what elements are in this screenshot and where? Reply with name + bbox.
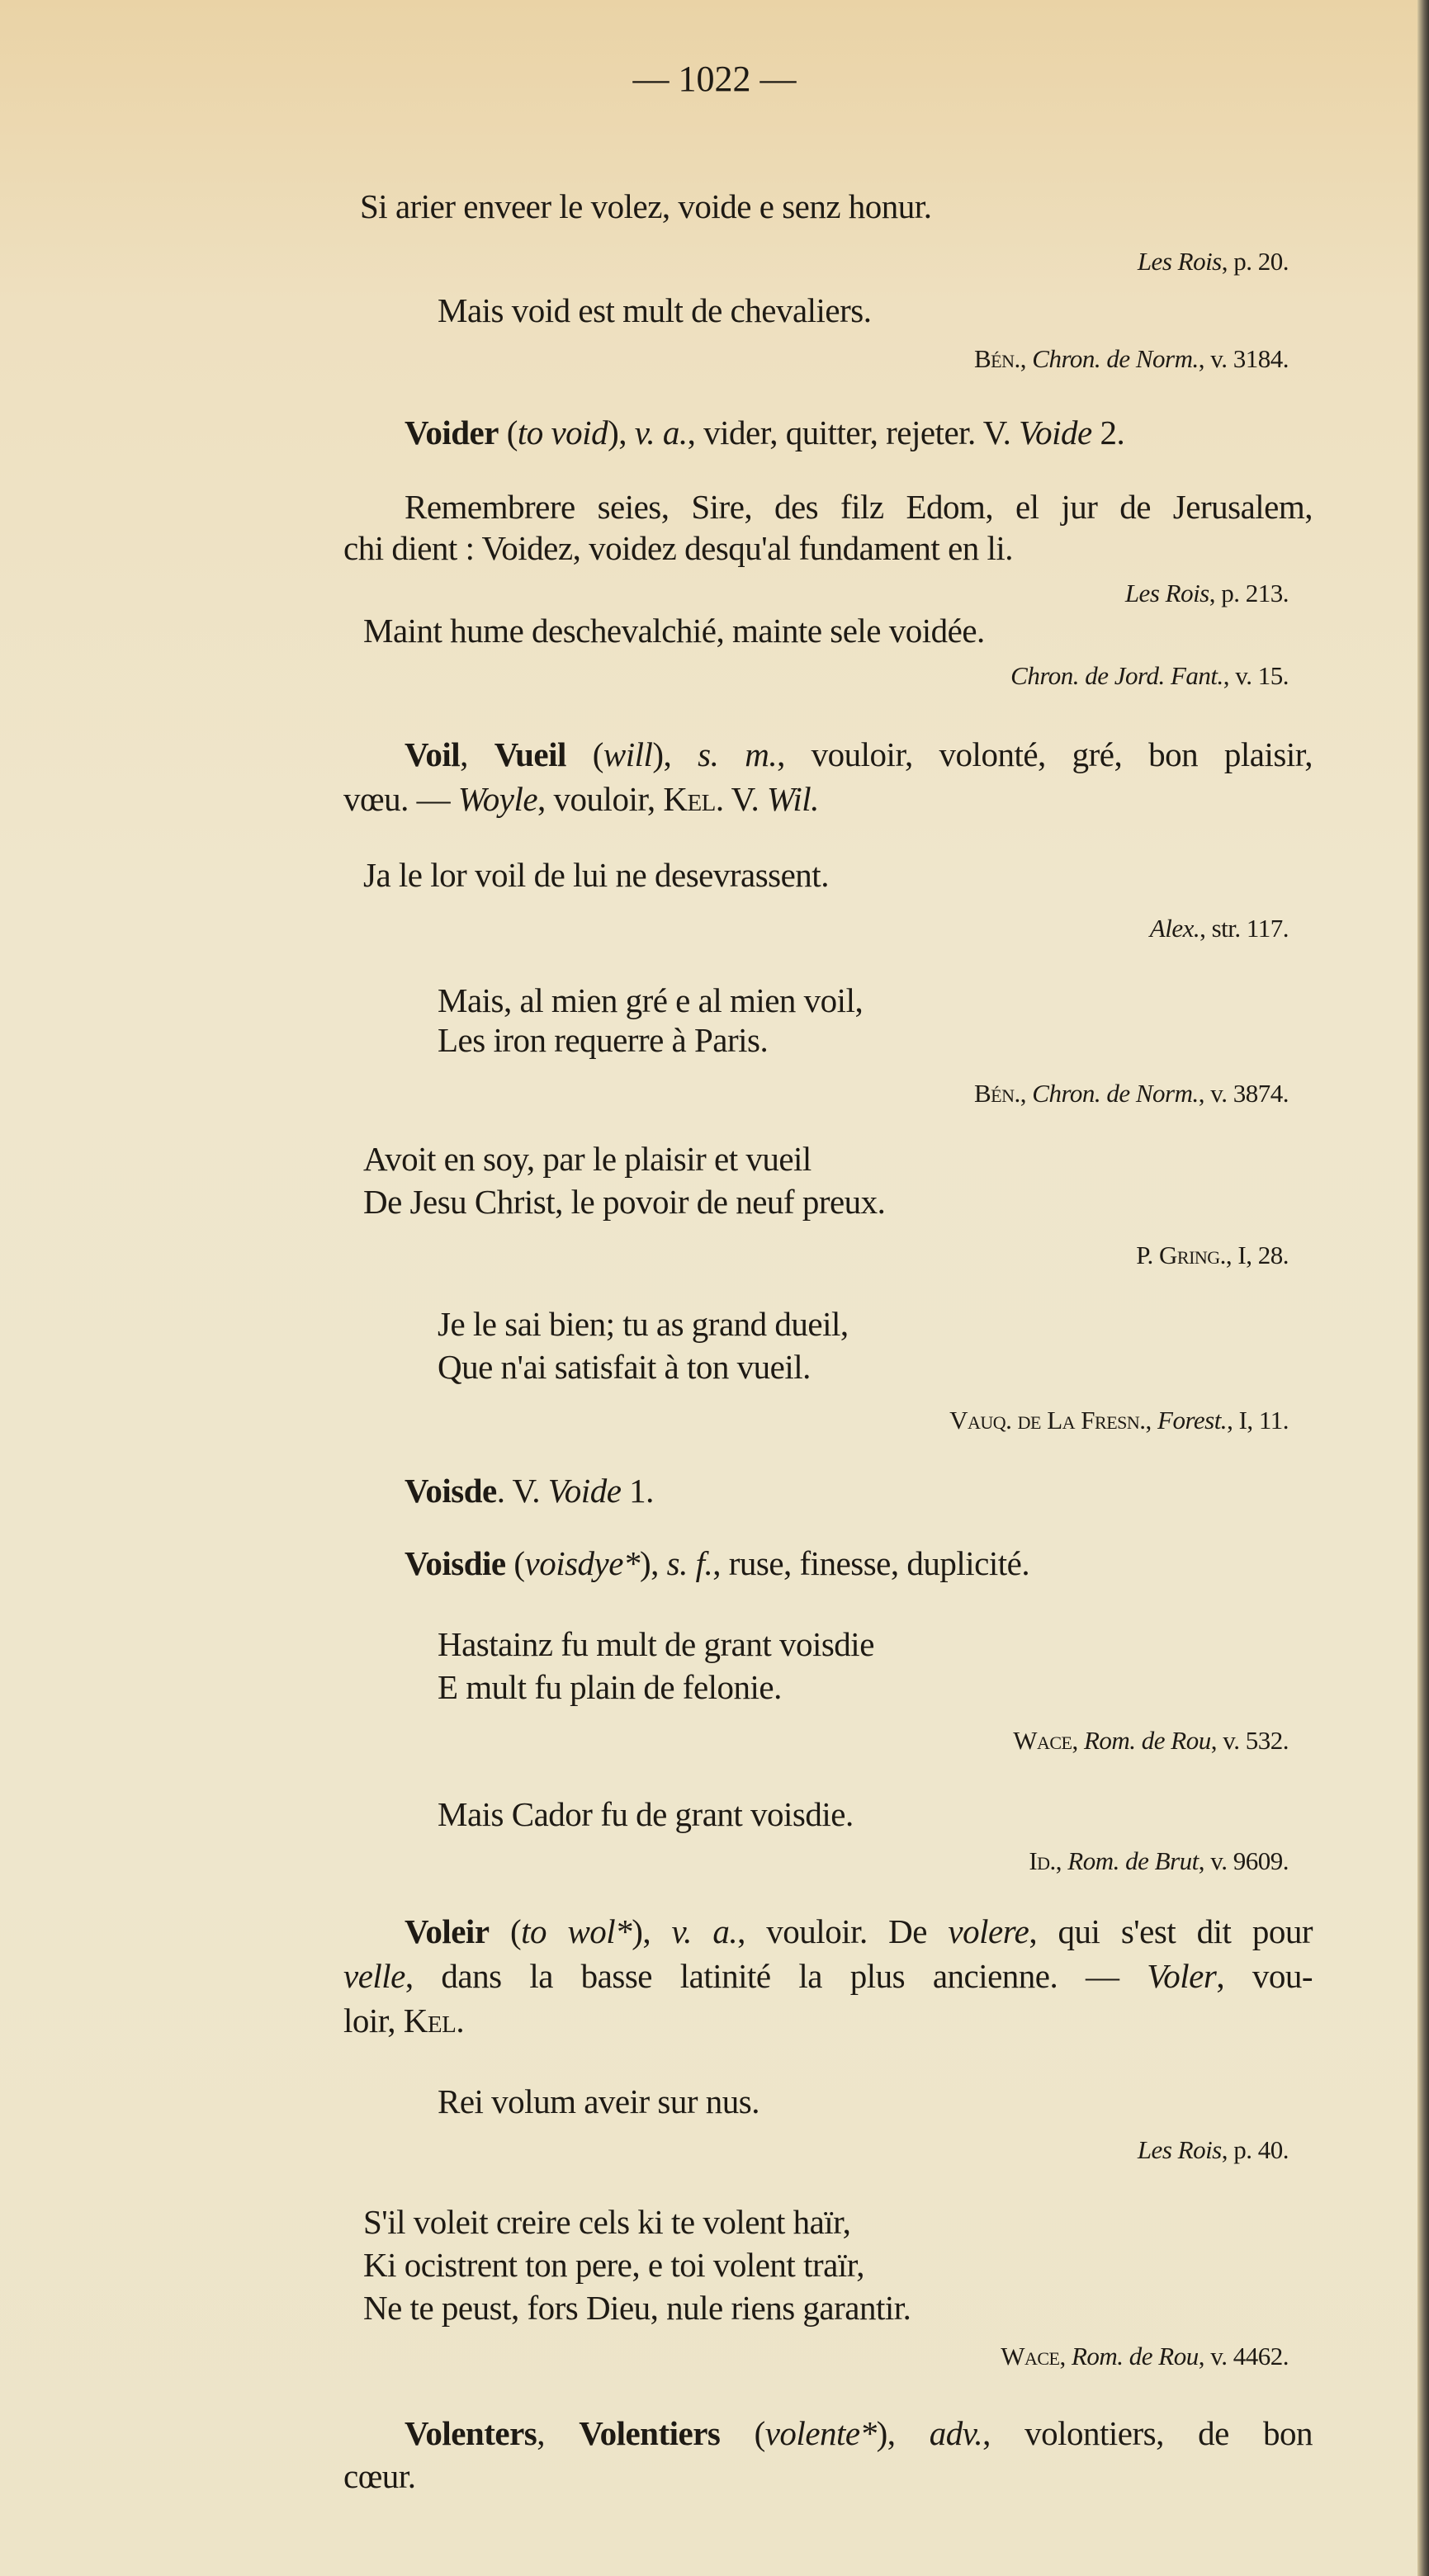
italic-text: voisdye* <box>524 1544 640 1582</box>
smallcaps-text: Wace <box>1001 2342 1060 2370</box>
italic-text: Voide <box>1019 414 1092 451</box>
italic-text: Les Rois <box>1137 2135 1222 2164</box>
text-segment: , qui s'est dit pour <box>1029 1912 1313 1950</box>
text-segment: , <box>1020 1079 1033 1108</box>
headword: Voisde <box>405 1472 497 1510</box>
smallcaps-text: Kel <box>663 780 716 818</box>
text-segment: Ne te peust, fors Dieu, nule riens garantir. <box>363 2289 911 2327</box>
entry-voisde <box>405 1470 654 1511</box>
text-segment: ( <box>505 1544 525 1582</box>
quote-line <box>438 980 863 1021</box>
page-edge <box>1417 0 1429 2576</box>
italic-text: Rom. de Rou <box>1083 1726 1211 1755</box>
entry-volenters <box>405 2413 1313 2454</box>
text-segment: . V. <box>715 780 767 818</box>
text-segment: , volontiers, de bon <box>982 2414 1313 2452</box>
quote-line <box>438 1794 854 1835</box>
text-segment: Mais Cador fu de grant voisdie. <box>438 1795 854 1833</box>
text-segment: , <box>1020 344 1033 373</box>
entry-voisdie <box>405 1543 1029 1584</box>
text-segment: Ki ocistrent ton pere, e toi volent traïr, <box>363 2246 864 2284</box>
text-segment: . V. <box>496 1472 548 1510</box>
text-segment: , vouloir, volonté, gré, bon plaisir, <box>777 735 1313 773</box>
entry-voil <box>405 734 1313 775</box>
quote-prose <box>405 486 1313 527</box>
quote-line <box>363 1181 885 1222</box>
quote-line <box>438 1666 782 1708</box>
italic-text: v. a. <box>671 1912 738 1950</box>
headword: Volenters <box>405 2414 537 2452</box>
entry-volenters-cont <box>343 2455 415 2497</box>
text-segment: , <box>537 2414 580 2452</box>
citation <box>1138 2129 1289 2171</box>
text-segment: ( <box>489 1912 522 1950</box>
text-segment: , I, 11. <box>1227 1406 1289 1435</box>
quote-line <box>438 1624 874 1665</box>
text-segment: De Jesu Christ, le povoir de neuf preux. <box>363 1183 886 1221</box>
text-segment: Les iron requerre à Paris. <box>438 1021 769 1059</box>
text-segment: , ruse, finesse, duplicité. <box>712 1544 1030 1582</box>
smallcaps-text: Bén. <box>974 344 1020 373</box>
text-segment: 2. <box>1091 414 1125 451</box>
text-segment: , I, 28. <box>1225 1241 1289 1269</box>
italic-text: to void <box>517 414 608 451</box>
text-segment: , p. 20. <box>1221 247 1289 276</box>
text-segment: , v. 4462. <box>1198 2342 1289 2370</box>
italic-text: velle <box>343 1957 405 1995</box>
quote-line <box>438 1019 768 1061</box>
italic-text: Wil. <box>766 780 819 818</box>
italic-text: volente* <box>764 2414 877 2452</box>
smallcaps-text: Vauq. de La Fresn. <box>949 1406 1146 1435</box>
text-segment: , <box>460 735 494 773</box>
citation <box>1013 1720 1289 1761</box>
text-segment: ( <box>720 2414 765 2452</box>
text-segment: , v. 3184. <box>1198 344 1289 373</box>
smallcaps-text: Bén. <box>974 1079 1020 1108</box>
smallcaps-text: Wace <box>1013 1726 1072 1755</box>
citation <box>1001 2336 1289 2377</box>
text-segment: Si arier enveer le volez, voide e senz honur. <box>360 187 932 225</box>
entry-voider <box>405 412 1124 453</box>
italic-text: will <box>603 735 653 773</box>
headword: Voider <box>405 414 499 451</box>
quote-line <box>363 2201 850 2243</box>
italic-text: Les Rois <box>1137 247 1222 276</box>
entry-voleir <box>405 1911 1313 1952</box>
italic-text: Alex. <box>1149 914 1200 943</box>
text-segment: , <box>1055 1846 1068 1875</box>
text-segment: Remembrere seies, Sire, des filz Edom, el jur de Jerusalem, <box>405 488 1313 526</box>
text-segment: S'il voleit creire cels ki te volent haïr, <box>363 2203 851 2241</box>
quote-line <box>438 1346 811 1387</box>
quote-line <box>363 854 829 896</box>
italic-text: Woyle <box>457 780 538 818</box>
text-segment: , dans la basse latinité la plus ancienne. — <box>405 1957 1147 1995</box>
text-segment: loir, <box>343 2002 404 2040</box>
italic-text: Voler <box>1147 1957 1217 1995</box>
citation <box>1029 1841 1289 1882</box>
italic-text: Forest. <box>1157 1406 1228 1435</box>
citation <box>1150 908 1289 949</box>
quote-line <box>363 610 985 651</box>
entry-voil-cont <box>343 778 819 820</box>
text-segment: cœur. <box>343 2457 416 2495</box>
quote-prose <box>343 527 1013 569</box>
text-segment: , p. 213. <box>1209 579 1289 607</box>
text-segment: , v. 532. <box>1210 1726 1289 1755</box>
citation <box>1138 241 1289 282</box>
text-segment: Maint hume deschevalchié, mainte sele voidée. <box>363 612 985 650</box>
italic-text: Chron. de Norm. <box>1032 344 1199 373</box>
smallcaps-text: P. Gring. <box>1136 1241 1226 1269</box>
italic-text: to wol* <box>521 1912 632 1950</box>
text-segment: , p. 40. <box>1221 2135 1289 2164</box>
citation <box>974 1073 1289 1114</box>
italic-text: adv. <box>929 2414 983 2452</box>
text-segment: Mais void est mult de chevaliers. <box>438 291 872 329</box>
headword: Volentiers <box>579 2414 721 2452</box>
text-segment: Que n'ai satisfait à ton vueil. <box>438 1348 811 1386</box>
italic-text: Voide <box>547 1472 622 1510</box>
text-segment: ( <box>565 735 603 773</box>
quote-line <box>438 2081 759 2122</box>
text-segment: , v. 9609. <box>1198 1846 1289 1875</box>
italic-text: Rom. de Brut <box>1067 1846 1199 1875</box>
text-segment: , vouloir, <box>537 780 664 818</box>
italic-text: s. f. <box>666 1544 713 1582</box>
headword: Vueil <box>494 735 566 773</box>
text-segment: ), <box>608 414 635 451</box>
text-segment: Je le sai bien; tu as grand dueil, <box>438 1305 849 1343</box>
text-segment: E mult fu plain de felonie. <box>438 1668 782 1706</box>
citation <box>974 338 1289 380</box>
italic-text: Rom. de Rou <box>1071 2342 1199 2370</box>
headword: Voleir <box>405 1912 490 1950</box>
smallcaps-text: Kel <box>403 2002 457 2040</box>
quote-line <box>363 2244 864 2285</box>
text-segment: , str. 117. <box>1200 914 1289 943</box>
smallcaps-text: Id. <box>1029 1846 1056 1875</box>
text-segment: ), <box>632 1912 672 1950</box>
text-segment: . <box>456 2002 465 2040</box>
text-segment: vœu. — <box>343 780 458 818</box>
text-segment: Hastainz fu mult de grant voisdie <box>438 1625 874 1663</box>
text-segment: ( <box>498 414 518 451</box>
text-segment: Mais, al mien gré e al mien voil, <box>438 981 864 1019</box>
italic-text: s. m. <box>698 735 778 773</box>
citation <box>1010 655 1289 697</box>
entry-voleir-cont <box>343 2000 464 2041</box>
text-segment: , vider, quitter, rejeter. V. <box>687 414 1020 451</box>
citation <box>1125 573 1289 614</box>
text-segment: , v. 3874. <box>1198 1079 1289 1108</box>
text-segment: , <box>1072 1726 1084 1755</box>
citation <box>1136 1235 1289 1276</box>
text-segment: , <box>1059 2342 1072 2370</box>
headword: Voisdie <box>405 1544 506 1582</box>
text-segment: Ja le lor voil de lui ne desevrassent. <box>363 856 829 894</box>
text-segment: ), <box>876 2414 930 2452</box>
text-segment: , vou- <box>1216 1957 1313 1995</box>
text-segment: , v. 15. <box>1223 661 1289 690</box>
italic-text: Chron. de Norm. <box>1032 1079 1199 1108</box>
headword: Voil <box>405 735 461 773</box>
quote-line <box>363 1138 812 1179</box>
italic-text: Chron. de Jord. Fant. <box>1010 661 1223 690</box>
text-segment: Rei volum aveir sur nus. <box>438 2082 759 2120</box>
text-segment: ), <box>652 735 698 773</box>
quote-line <box>360 186 931 227</box>
text-segment: , vouloir. De <box>737 1912 949 1950</box>
quote-line <box>438 290 872 331</box>
quote-line <box>438 1303 849 1345</box>
text-segment: ), <box>639 1544 667 1582</box>
italic-text: volere <box>948 1912 1029 1950</box>
page-number: — 1022 — <box>632 59 797 99</box>
italic-text: Les Rois <box>1124 579 1209 607</box>
text-segment: , <box>1145 1406 1158 1435</box>
citation <box>949 1400 1289 1441</box>
text-segment: Avoit en soy, par le plaisir et vueil <box>363 1140 812 1178</box>
italic-text: v. a. <box>634 414 688 451</box>
text-segment: chi dient : Voidez, voidez desqu'al fundament en li. <box>343 529 1014 567</box>
text-segment: 1. <box>621 1472 654 1510</box>
entry-voleir-cont <box>343 1955 1313 1997</box>
quote-line <box>363 2287 911 2328</box>
